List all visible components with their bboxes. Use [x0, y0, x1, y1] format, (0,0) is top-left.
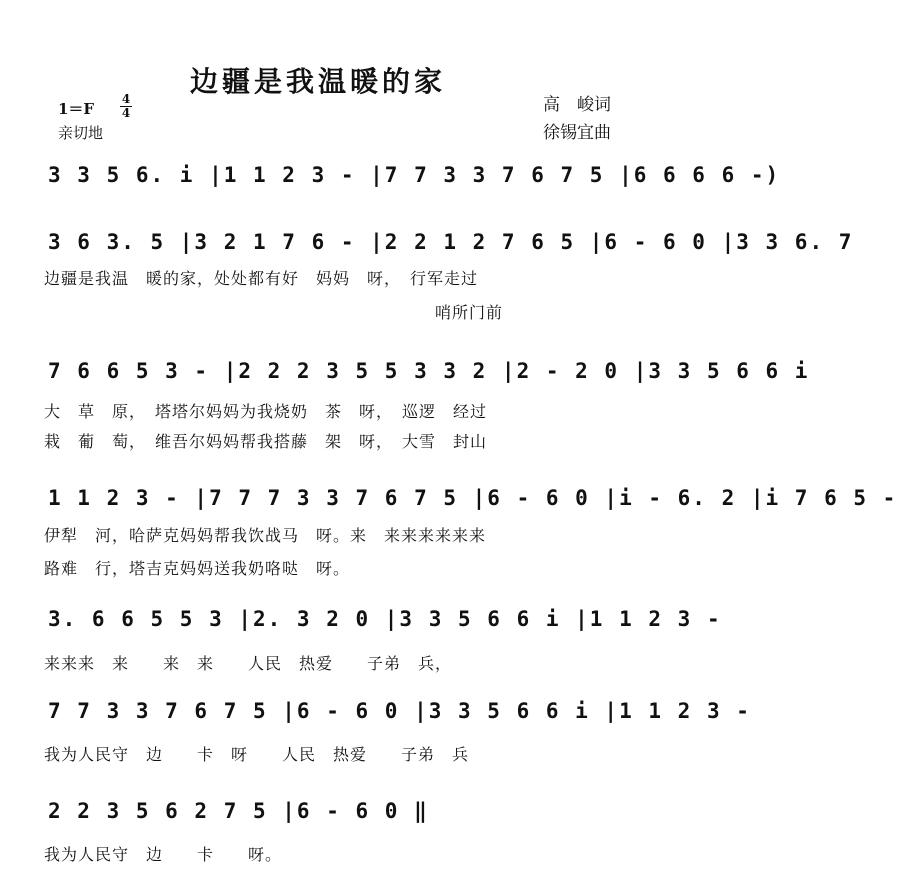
key-signature: 1＝F	[58, 100, 95, 118]
lyric-row-2-verse-2: 哨所门前	[44, 303, 504, 322]
lyric-row-7: 我为人民守 边 卡 呀。	[44, 845, 283, 864]
notation-row-1: 3 3 5 6. i |1 1 2 3 - |7 7 3 3 7 6 7 5 |6 6 6 6 -)	[48, 163, 781, 187]
tempo-marking: 亲切地	[58, 124, 104, 142]
notation-row-5: 3. 6 6 5 5 3 |2. 3 2 0 |3 3 5 6 6 i |1 1 2 3 -	[48, 607, 722, 631]
time-signature	[120, 93, 132, 120]
notation-row-7: 2 2 3 5 6 2 7 5 |6 - 6 0 ‖	[48, 799, 429, 823]
lyric-row-4-verse-2: 路难 行，塔吉克妈妈送我奶咯哒 呀。	[44, 559, 351, 578]
lyric-row-3-verse-2: 栽 葡 萄， 维吾尔妈妈帮我搭藤 架 呀， 大雪 封山	[44, 432, 488, 451]
composer-credit: 徐锡宜曲	[543, 123, 611, 143]
lyricist-credit: 高 峻词	[543, 95, 611, 115]
lyric-row-3-verse-1: 大 草 原， 塔塔尔妈妈为我烧奶 茶 呀， 巡逻 经过	[44, 402, 488, 421]
notation-row-6: 7 7 3 3 7 6 7 5 |6 - 6 0 |3 3 5 6 6 i |1 1 2 3 -	[48, 699, 751, 723]
notation-row-3: 7 6 6 5 3 - |2 2 2 3 5 5 3 3 2 |2 - 2 0 |3 3 5 6 6 i	[48, 359, 810, 383]
lyric-row-5: 来来来 来 来 来 人民 热爱 子弟 兵，	[44, 654, 453, 673]
lyric-row-2-verse-1: 边疆是我温 暖的家，处处都有好 妈妈 呀， 行军走过	[44, 269, 479, 288]
lyric-row-4-verse-1: 伊犁 河，哈萨克妈妈帮我饮战马 呀。来 来来来来来来	[44, 526, 487, 545]
notation-row-2: 3 6 3. 5 |3 2 1 7 6 - |2 2 1 2 7 6 5 |6 - 6 0 |3 3 6. 7	[48, 230, 854, 254]
lyric-row-6: 我为人民守 边 卡 呀 人民 热爱 子弟 兵	[44, 745, 470, 764]
notation-row-4: 1 1 2 3 - |7 7 7 3 3 7 6 7 5 |6 - 6 0 |i - 6. 2 |i 7 6 5 -	[48, 486, 897, 510]
time-signature-top: 4	[121, 92, 131, 106]
song-title: 边疆是我温暖的家	[190, 65, 447, 98]
time-signature-bottom: 4	[121, 106, 131, 120]
